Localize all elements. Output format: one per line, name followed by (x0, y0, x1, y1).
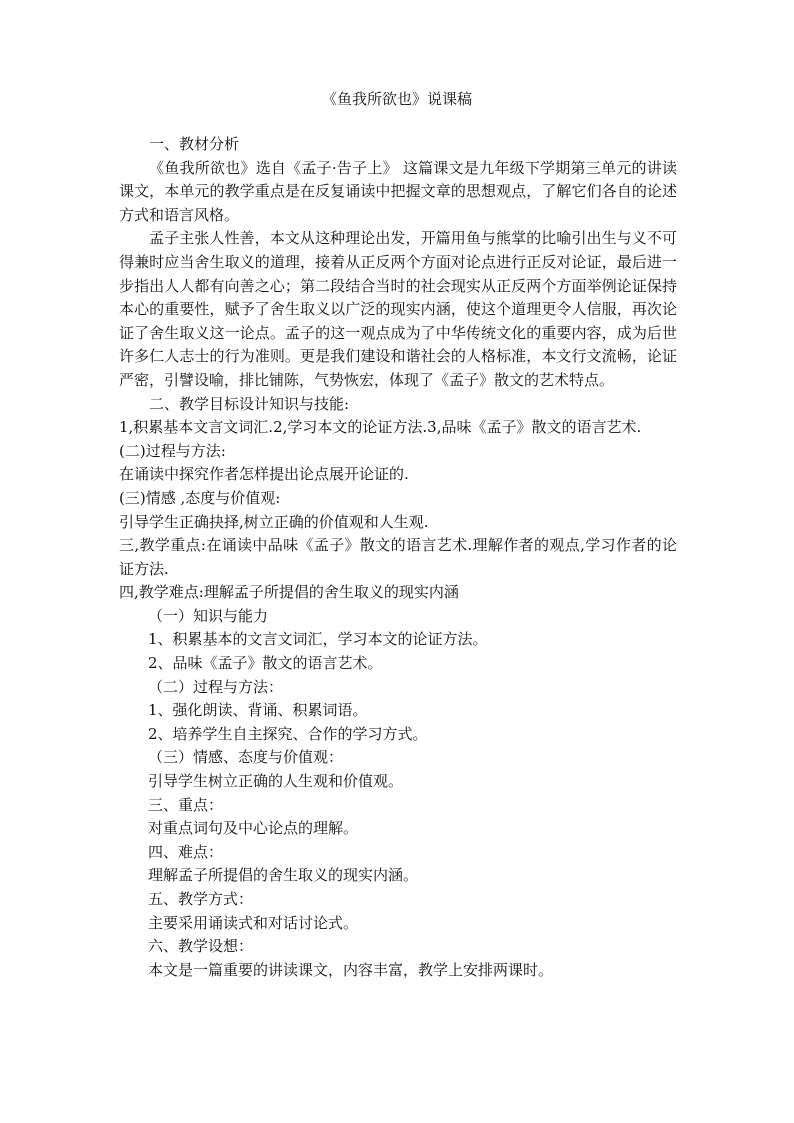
document-body (119, 133, 677, 982)
section-heading-textbook-analysis: 一、教材分析 (149, 135, 240, 153)
list-item-knowledge-skills: 1,积累基本文言文词汇.2,学习本文的论证方法.3,品味《孟子》散文的语言艺术. (119, 418, 642, 437)
list-item: 对重点词句及中心论点的理解。 (148, 819, 359, 838)
subheading-emotion-values-2: （三）情感、态度与价值观： (148, 748, 344, 767)
section-heading-teaching-goals: 二、教学目标设计知识与技能: (149, 394, 350, 413)
section-heading-difficulty: 四、难点： (148, 842, 224, 861)
list-item-process-methods: 在诵读中探究作者怎样提出论点展开论证的. (119, 465, 409, 484)
section-heading-teaching-plan: 六、教学设想： (148, 937, 254, 956)
list-item: 本文是一篇重要的讲读课文，内容丰富，教学上安排两课时。 (148, 960, 554, 979)
section-heading-teaching-method: 五、教学方式： (148, 890, 254, 908)
subheading-knowledge-ability: （一）知识与能力 (148, 606, 269, 625)
paragraph-text-argument: 孟子主张人性善，本文从这种理论出发，开篇用鱼与熊掌的比喻引出生与义不可得兼时应当舍生取义的道理，接着从正反两个方面对论点进行正反对论证，最后进一步指出人人都有向善之心；第二段结合当时的社会现实从正反两个方面举例论证保持本心的重要性，赋予了舍生取义以广泛的现实内涵，使这个道理更令人信服，再次论证了舍生取义这一论点。孟子的这一观点成为了中华传统文化的重要内容，成为后世许多仁人志士的行为准则。更是我们建设和谐社会的人格标准，本文行文流畅，论证严密，引譬设喻，排比铺陈，气势恢宏，体现了《孟子》散文的艺术特点。 (119, 229, 677, 389)
subheading-emotion-values: (三)情感 ,态度与价值观: (119, 488, 281, 507)
list-item: 理解孟子所提倡的舍生取义的现实内涵。 (148, 866, 419, 885)
list-item-emotion-values: 引导学生正确抉择,树立正确的价值观和人生观. (119, 512, 429, 531)
paragraph-text-source: 《鱼我所欲也》选自《孟子·告子上》 这篇课文是九年级下学期第三单元的讲读课文，本单元的教学重点是在反复诵读中把握文章的思想观点，了解它们各自的论述方式和语言风格。 (119, 158, 677, 224)
list-item: 1、强化朗读、背诵、积累词语。 (148, 701, 368, 720)
list-item: 主要采用诵读式和对话讨论式。 (148, 913, 359, 932)
document-title: 《鱼我所欲也》说课稿 (321, 90, 472, 108)
section-teaching-focus: 三,教学重点:在诵读中品味《孟子》散文的语言艺术.理解作者的观点,学习作者的论证方法. (119, 536, 677, 578)
section-teaching-difficulty: 四,教学难点:理解孟子所提倡的舍生取义的现实内涵 (119, 583, 459, 602)
subheading-process-methods-2: （二）过程与方法： (148, 677, 284, 696)
section-heading-focus: 三、重点： (148, 795, 224, 814)
list-item: 引导学生树立正确的人生观和价值观。 (148, 772, 404, 791)
list-item: 2、培养学生自主探究、合作的学习方式。 (148, 724, 428, 743)
subheading-process-methods: (二)过程与方法: (119, 441, 226, 460)
list-item: 2、品味《孟子》散文的语言艺术。 (148, 654, 383, 673)
list-item: 1、积累基本的文言文词汇，学习本文的论证方法。 (148, 630, 488, 649)
